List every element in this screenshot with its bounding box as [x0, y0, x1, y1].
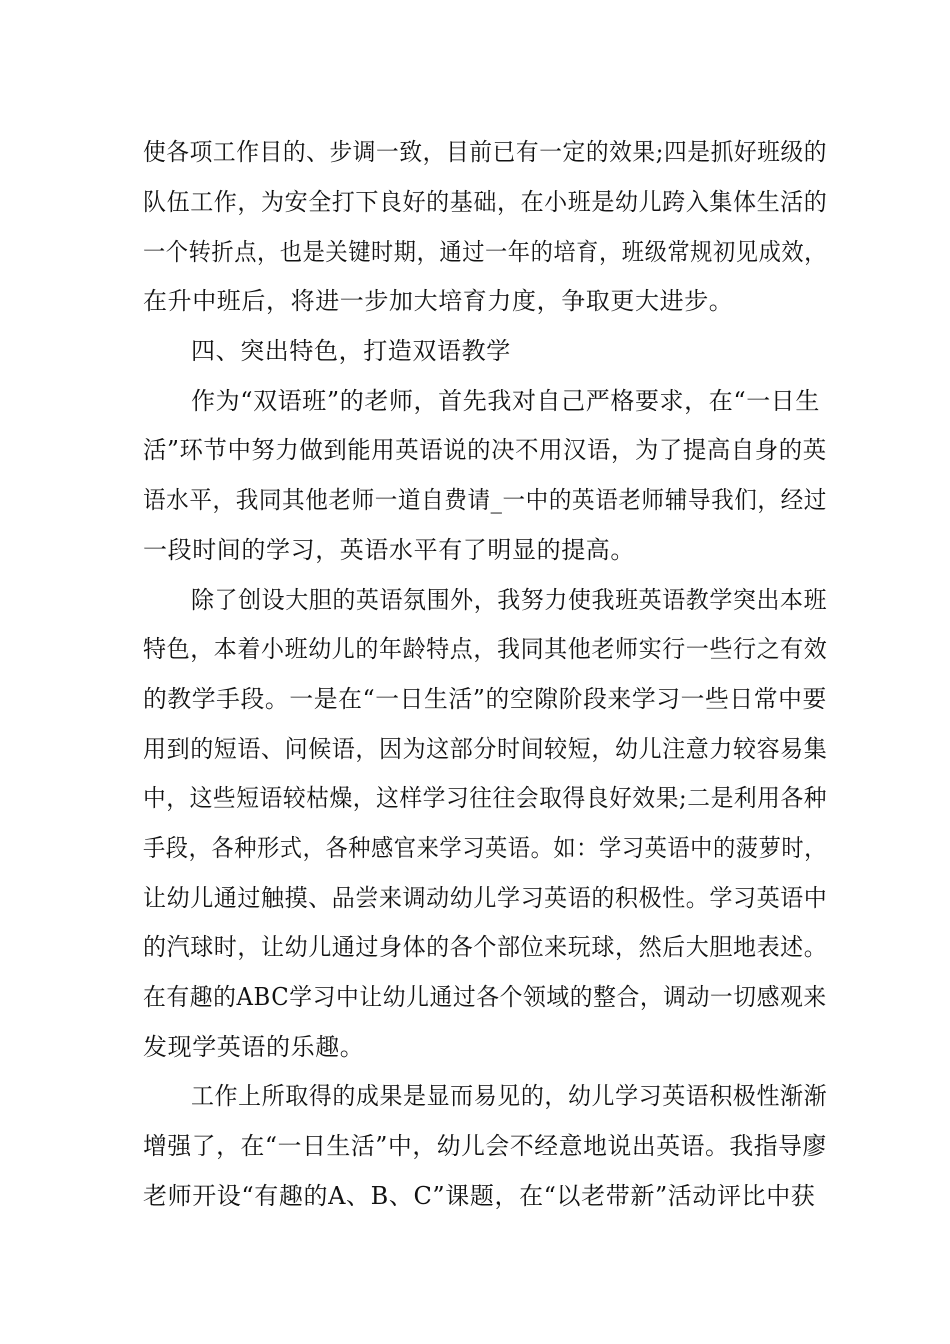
text-line: 一段时间的学习，英语水平有了明显的提高。: [143, 536, 635, 564]
text-line: 除了创设大胆的英语氛围外，我努力使我班英语教学突出本班: [191, 586, 828, 614]
text-line: 工作上所取得的成果是显而易见的，幼儿学习英语积极性渐渐: [191, 1082, 828, 1110]
text-line: 用到的短语、问候语，因为这部分时间较短，幼儿注意力较容易集: [143, 735, 828, 763]
text-line: 增强了，在“一日生活”中，幼儿会不经意地说出英语。我指导廖: [143, 1132, 827, 1160]
text-line: 手段，各种形式，各种感官来学习英语。如：学习英语中的菠萝时，: [143, 834, 827, 862]
text-line: 的汽球时，让幼儿通过身体的各个部位来玩球，然后大胆地表述。: [143, 933, 828, 961]
text-line: 活”环节中努力做到能用英语说的决不用汉语，为了提高自身的英: [143, 436, 827, 464]
text-line: 作为“双语班”的老师，首先我对自己严格要求，在“一日生: [191, 387, 821, 415]
text-line: 发现学英语的乐趣。: [143, 1033, 365, 1061]
text-line: 队伍工作，为安全打下良好的基础，在小班是幼儿跨入集体生活的: [143, 188, 828, 216]
text-line: 老师开设“有趣的A、B、C”课题，在“以老带新”活动评比中获: [143, 1182, 816, 1210]
text-line: 语水平，我同其他老师一道自费请_一中的英语老师辅导我们，经过: [143, 486, 827, 514]
text-line: 在升中班后，将进一步加大培育力度，争取更大进步。: [143, 287, 734, 315]
text-line: 中，这些短语较枯燥，这样学习往往会取得良好效果;二是利用各种: [143, 784, 828, 812]
text-line: 让幼儿通过触摸、品尝来调动幼儿学习英语的积极性。学习英语中: [143, 884, 828, 912]
text-line: 在有趣的ABC学习中让幼儿通过各个领域的整合，调动一切感观来: [143, 983, 827, 1011]
text-line: 使各项工作目的、步调一致，目前已有一定的效果;四是抓好班级的: [143, 138, 828, 166]
text-line: 特色，本着小班幼儿的年龄特点，我同其他老师实行一些行之有效: [143, 635, 828, 663]
text-line: 的教学手段。一是在“一日生活”的空隙阶段来学习一些日常中要: [143, 685, 827, 713]
text-line: 一个转折点，也是关键时期，通过一年的培育，班级常规初见成效，: [143, 238, 827, 266]
section-heading: 四、突出特色，打造双语教学: [191, 337, 511, 365]
